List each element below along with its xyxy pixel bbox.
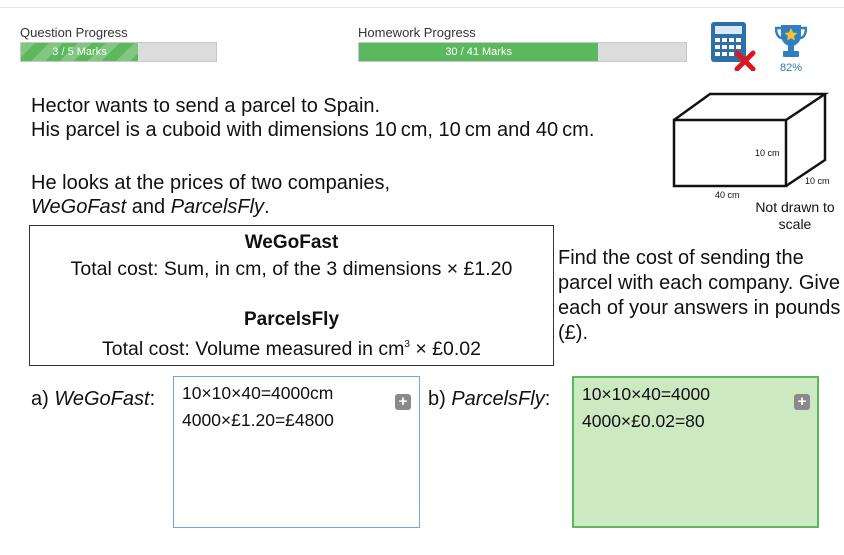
company-name-parcelsfly: ParcelsFly — [170, 196, 265, 218]
top-divider — [0, 7, 844, 8]
expand-answer-a-button[interactable]: + — [395, 394, 411, 410]
question-line-3: He looks at the prices of two companies, — [31, 172, 391, 194]
cubed-superscript: 3 — [404, 339, 410, 350]
parcelsfly-rule — [30, 334, 553, 360]
question-line-end: . — [264, 196, 270, 218]
homework-progress-bar — [358, 42, 687, 62]
part-b-prefix: b) — [428, 388, 452, 410]
cuboid-diagram — [668, 88, 843, 208]
company-name-wegofast: WeGoFast — [31, 196, 127, 218]
expand-answer-b-button[interactable]: + — [794, 394, 810, 410]
depth-label: 10 cm — [805, 176, 830, 186]
question-progress-text: 3 / 5 Marks — [52, 46, 107, 58]
homework-progress — [358, 26, 687, 62]
answer-a-line-1: 10×10×40=4000cm — [182, 383, 334, 403]
part-b-label — [428, 387, 550, 411]
wegofast-rule: Total cost: Sum, in cm, of the 3 dimensions × £1.20 — [70, 258, 513, 280]
homework-progress-label: Homework Progress — [358, 25, 476, 40]
parcelsfly-title: ParcelsFly — [243, 309, 340, 330]
part-a-suffix: : — [149, 388, 156, 410]
part-a-company: WeGoFast — [54, 388, 150, 410]
answer-a-line-2: 4000×£1.20=£4800 — [182, 410, 334, 430]
part-a-label — [31, 387, 155, 411]
height-label: 10 cm — [755, 148, 780, 158]
length-label: 40 cm — [715, 190, 740, 200]
question-line-1: Hector wants to send a parcel to Spain. — [31, 95, 381, 117]
question-progress-bar — [20, 42, 217, 62]
trophy-percent: 82% — [779, 62, 803, 74]
answer-b-line-2: 4000×£0.02=80 — [582, 411, 705, 431]
question-progress-label: Question Progress — [20, 25, 128, 40]
part-b-suffix: : — [544, 388, 551, 410]
wegofast-title: WeGoFast — [244, 232, 339, 253]
answer-input-b[interactable] — [572, 376, 819, 528]
answer-b-line-1: 10×10×40=4000 — [582, 384, 710, 404]
homework-progress-text: 30 / 41 Marks — [445, 46, 512, 58]
answer-input-a[interactable] — [173, 376, 420, 528]
calculator-not-allowed-icon[interactable] — [710, 21, 756, 71]
question-line-4 — [31, 195, 270, 219]
pricing-box — [29, 225, 554, 366]
trophy-icon[interactable] — [775, 22, 807, 60]
part-a-prefix: a) — [31, 388, 55, 410]
question-progress — [20, 26, 217, 62]
part-b-company: ParcelsFly — [451, 388, 545, 410]
not-to-scale-note: Not drawn to scale — [755, 199, 835, 232]
question-instruction: Find the cost of sending the parcel with each company. Give each of your answers in pounds (£). — [558, 247, 841, 344]
question-connector: and — [126, 196, 171, 218]
question-line-2: His parcel is a cuboid with dimensions 10 cm, 10 cm and 40 cm. — [31, 119, 595, 141]
parcelsfly-rule-text: Total cost: Volume measured in cm — [102, 338, 405, 360]
parcelsfly-rule-rate: × £0.02 — [409, 338, 481, 360]
